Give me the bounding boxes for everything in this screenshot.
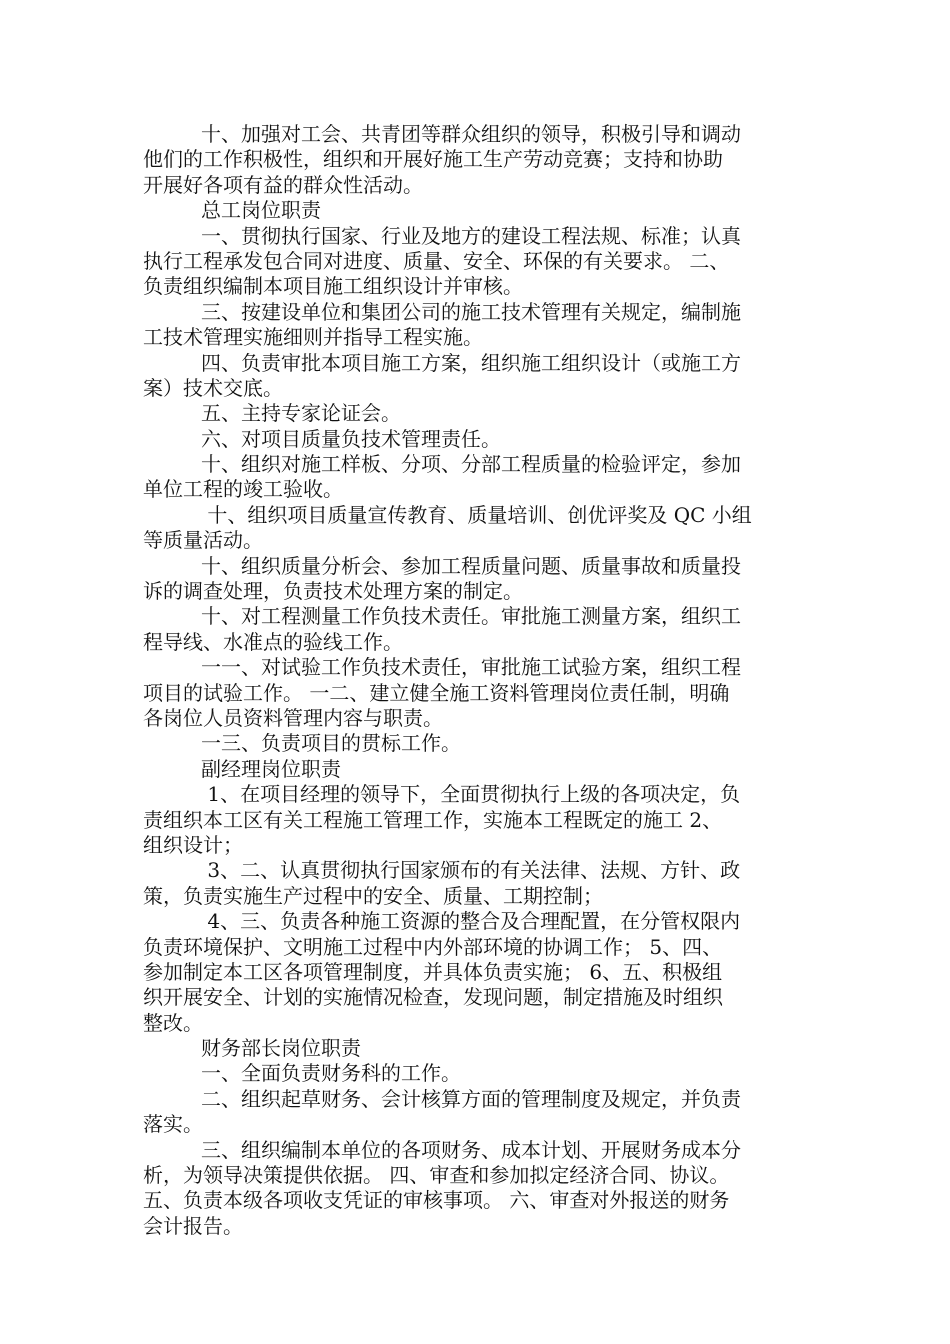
text-line: 3、二、认真贯彻执行国家颁布的有关法律、法规、方针、政 <box>201 858 741 883</box>
text-line: 五、负责本级各项收支凭证的审核事项。 六、审查对外报送的财务 <box>143 1188 730 1213</box>
text-line: 十、对工程测量工作负技术责任。审批施工测量方案，组织工 <box>201 604 741 629</box>
text-line: 析，为领导决策提供依据。 四、审查和参加拟定经济合同、协议。 <box>143 1163 730 1188</box>
text-line: 参加制定本工区各项管理制度，并具体负责实施； 6、五、积极组 <box>143 959 723 984</box>
text-line: 十、组织对施工样板、分项、分部工程质量的检验评定，参加 <box>201 452 741 477</box>
text-line: 一三、负责项目的贯标工作。 <box>201 731 461 756</box>
section-heading: 副经理岗位职责 <box>201 756 341 781</box>
text-line: 织开展安全、计划的实施情况检查，发现问题，制定措施及时组织 <box>143 985 723 1010</box>
text-line: 开展好各项有益的群众性活动。 <box>143 172 423 197</box>
text-line: 十、组织项目质量宣传教育、质量培训、创优评奖及 QC 小组 <box>201 502 752 527</box>
text-line: 一一、对试验工作负技术责任，审批施工试验方案，组织工程 <box>201 655 741 680</box>
text-line: 十、组织质量分析会、参加工程质量问题、质量事故和质量投 <box>201 553 741 578</box>
text-line: 单位工程的竣工验收。 <box>143 477 343 502</box>
text-line: 责组织本工区有关工程施工管理工作，实施本工程既定的施工 2、 <box>143 807 723 832</box>
text-line: 负责环境保护、文明施工过程中内外部环境的协调工作； 5、四、 <box>143 934 723 959</box>
section-heading: 总工岗位职责 <box>201 198 321 223</box>
text-line: 负责组织编制本项目施工组织设计并审核。 <box>143 274 523 299</box>
text-line: 项目的试验工作。 一二、建立健全施工资料管理岗位责任制，明确 <box>143 680 730 705</box>
text-line: 1、在项目经理的领导下，全面贯彻执行上级的各项决定，负 <box>201 782 741 807</box>
text-line: 落实。 <box>143 1112 203 1137</box>
text-line: 4、三、负责各种施工资源的整合及合理配置，在分管权限内 <box>201 909 741 934</box>
text-line: 案）技术交底。 <box>143 375 283 400</box>
text-line: 五、主持专家论证会。 <box>201 401 401 426</box>
text-line: 各岗位人员资料管理内容与职责。 <box>143 705 443 730</box>
text-line: 四、负责审批本项目施工方案，组织施工组织设计（或施工方 <box>201 350 741 375</box>
document-page <box>143 122 813 1239</box>
text-line: 会计报告。 <box>143 1213 243 1238</box>
text-line: 二、组织起草财务、会计核算方面的管理制度及规定，并负责 <box>201 1086 741 1111</box>
text-line: 六、对项目质量负技术管理责任。 <box>201 426 501 451</box>
text-line: 一、全面负责财务科的工作。 <box>201 1061 461 1086</box>
text-line: 三、按建设单位和集团公司的施工技术管理有关规定，编制施 <box>201 299 741 324</box>
text-line: 他们的工作积极性，组织和开展好施工生产劳动竞赛；支持和协助 <box>143 147 723 172</box>
text-line: 组织设计； <box>143 832 243 857</box>
text-line: 等质量活动。 <box>143 528 263 553</box>
text-line: 诉的调查处理，负责技术处理方案的制定。 <box>143 579 523 604</box>
text-line: 策，负责实施生产过程中的安全、质量、工期控制； <box>143 883 603 908</box>
text-line: 工技术管理实施细则并指导工程实施。 <box>143 325 483 350</box>
text-line: 三、组织编制本单位的各项财务、成本计划、开展财务成本分 <box>201 1137 741 1162</box>
text-line: 十、加强对工会、共青团等群众组织的领导，积极引导和调动 <box>201 122 741 146</box>
text-line: 执行工程承发包合同对进度、质量、安全、环保的有关要求。 二、 <box>143 248 730 273</box>
section-heading: 财务部长岗位职责 <box>201 1036 361 1061</box>
text-line: 一、贯彻执行国家、行业及地方的建设工程法规、标准；认真 <box>201 223 741 248</box>
text-line: 整改。 <box>143 1010 203 1035</box>
text-line: 程导线、水准点的验线工作。 <box>143 629 403 654</box>
